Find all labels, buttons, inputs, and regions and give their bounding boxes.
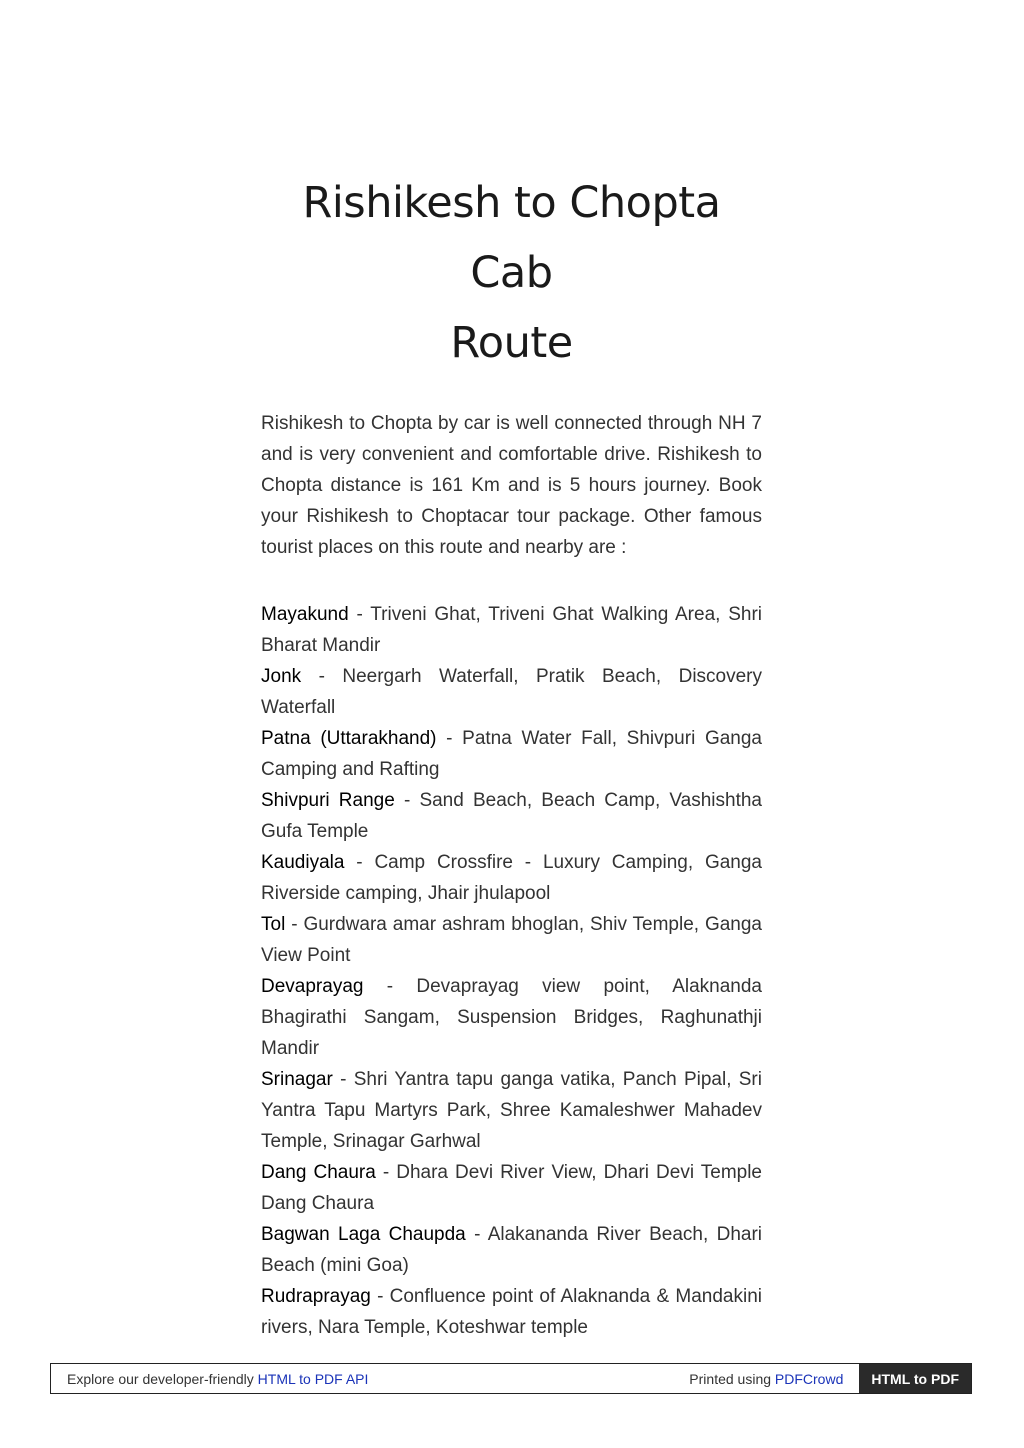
place-description: Shri Yantra tapu ganga vatika, Panch Pipal, Sri Yantra Tapu Martyrs Park, Shree Kamaleshwer Mahadev Temple, Srinagar Garhwal <box>261 1069 762 1152</box>
footer-explore <box>51 1371 689 1387</box>
place-item <box>261 785 762 847</box>
place-item <box>261 1219 762 1281</box>
place-separator: - <box>465 1224 488 1245</box>
place-name: Dang Chaura <box>261 1162 376 1183</box>
place-description: Dhara Devi River View, Dhari Devi Temple Dang Chaura <box>261 1162 763 1214</box>
place-name: Tol <box>261 914 286 935</box>
place-item <box>261 847 762 909</box>
place-separator: - <box>436 728 463 749</box>
place-item <box>261 971 762 1064</box>
page-title <box>261 168 762 378</box>
place-description: Sand Beach, Beach Camp, Vashishtha Gufa Temple <box>261 790 763 842</box>
place-item <box>261 599 762 661</box>
place-item <box>261 723 762 785</box>
place-description: Alakananda River Beach, Dhari Beach (mini Goa) <box>261 1224 763 1276</box>
html-to-pdf-badge[interactable]: HTML to PDF <box>859 1364 971 1393</box>
place-name: Patna (Uttarakhand) <box>261 728 437 749</box>
pdfcrowd-footer <box>50 1363 972 1394</box>
footer-explore-text: Explore our developer-friendly <box>67 1370 258 1387</box>
place-description: Patna Water Fall, Shivpuri Ganga Camping and Rafting <box>261 728 762 780</box>
place-separator: - <box>394 790 420 811</box>
place-name: Kaudiyala <box>261 852 345 873</box>
place-description: Gurdwara amar ashram bhoglan, Shiv Temple, Ganga View Point <box>261 914 762 966</box>
place-name: Rudraprayag <box>261 1286 371 1307</box>
html-to-pdf-api-link[interactable]: HTML to PDF API <box>257 1370 369 1387</box>
place-separator: - <box>344 852 375 873</box>
place-description: Triveni Ghat, Triveni Ghat Walking Area, Shri Bharat Mandir <box>261 604 763 656</box>
place-item <box>261 1281 762 1343</box>
document-body <box>261 168 762 1343</box>
place-separator: - <box>348 604 371 625</box>
place-name: Devaprayag <box>261 976 364 997</box>
place-separator: - <box>363 976 417 997</box>
place-item <box>261 661 762 723</box>
page-title-line1: Rishikesh to Chopta Cab <box>302 178 721 298</box>
place-description: Neergarh Waterfall, Pratik Beach, Discovery Waterfall <box>261 666 762 718</box>
pdfcrowd-link[interactable]: PDFCrowd <box>774 1370 844 1387</box>
place-name: Jonk <box>261 666 302 687</box>
place-separator: - <box>332 1069 354 1090</box>
place-separator: - <box>370 1286 390 1307</box>
place-separator: - <box>285 914 304 935</box>
place-separator: - <box>375 1162 397 1183</box>
place-description: Devaprayag view point, Alaknanda Bhagirathi Sangam, Suspension Bridges, Raghunathji Mandir <box>261 976 762 1059</box>
place-item <box>261 909 762 971</box>
page-title-line2: Route <box>450 318 573 368</box>
footer-printed-text: Printed using <box>689 1370 775 1387</box>
place-item <box>261 1157 762 1219</box>
footer-printed <box>689 1371 859 1387</box>
intro-paragraph: Rishikesh to Chopta by car is well connected through NH 7 and is very convenient and comfortable drive. Rishikesh to Chopta distance is 161 Km and is 5 hours journey. Book your Rishikesh to Choptacar tour package. Other famous tourist places on this route and nearby are : <box>261 413 762 558</box>
place-description: Confluence point of Alaknanda & Mandakini rivers, Nara Temple, Koteshwar temple <box>261 1286 762 1338</box>
place-name: Shivpuri Range <box>261 790 395 811</box>
places-list <box>261 599 762 1343</box>
place-item <box>261 1064 762 1157</box>
place-description: Camp Crossfire - Luxury Camping, Ganga Riverside camping, Jhair jhulapool <box>261 852 762 904</box>
place-name: Srinagar <box>261 1069 333 1090</box>
place-name: Mayakund <box>261 604 349 625</box>
place-separator: - <box>301 666 343 687</box>
place-name: Bagwan Laga Chaupda <box>261 1224 466 1245</box>
